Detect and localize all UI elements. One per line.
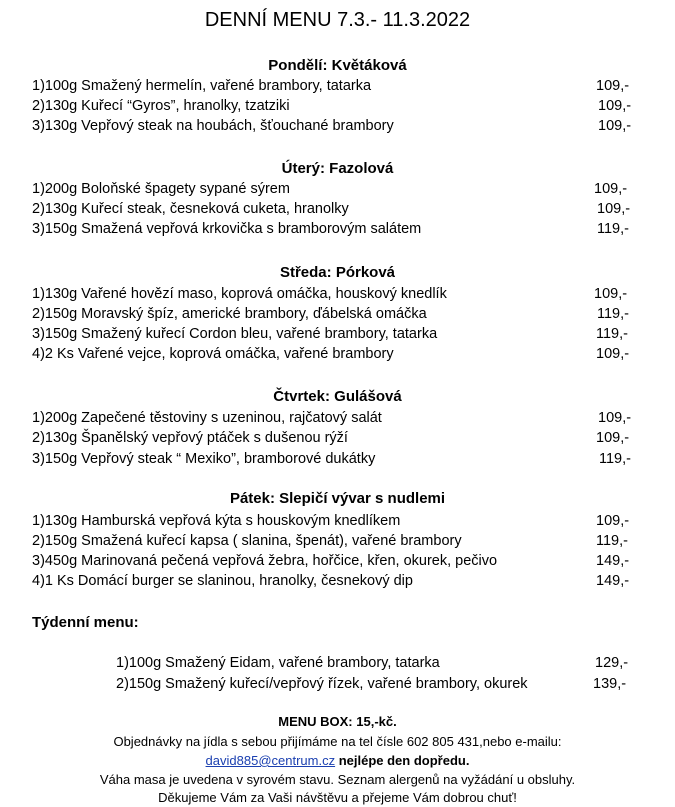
- menu-item-price: 149,-: [596, 553, 630, 569]
- menu-item-text: 3)150g Smažený kuřecí Cordon bleu, vařené brambory, tatarka: [32, 326, 438, 342]
- menu-item: [32, 286, 632, 306]
- menu-item-price: 109,-: [596, 430, 630, 446]
- menu-item: [32, 98, 632, 118]
- menu-item-text: 2)130g Kuřecí steak, česneková cuketa, hranolky: [32, 201, 349, 217]
- menu-box-note: MENU BOX: 15,-kč.: [278, 714, 397, 729]
- day-heading-thursday: Čtvrtek: Gulášová: [273, 388, 402, 405]
- menu-item: [32, 326, 632, 346]
- menu-item: [32, 451, 632, 471]
- allergens-note: Váha masa je uvedena v syrovém stavu. Seznam alergenů na vyžádání u obsluhy.: [99, 772, 576, 787]
- email-link[interactable]: david885@centrum.cz: [205, 753, 336, 768]
- menu-item: [32, 573, 632, 593]
- menu-item-price: 119,-: [597, 221, 629, 237]
- menu-item-text: 2)150g Smažený kuřecí/vepřový řízek, vařené brambory, okurek: [116, 676, 528, 692]
- menu-item-text: 3)150g Smažená vepřová krkovička s bramborovým salátem: [32, 221, 422, 237]
- menu-item-price: 119,-: [597, 306, 629, 322]
- menu-item-text: 2)130g Kuřecí “Gyros”, hranolky, tzatziki: [32, 98, 290, 114]
- menu-item-price: 119,-: [596, 533, 628, 549]
- menu-item-price: 119,-: [596, 326, 628, 342]
- day-heading-tuesday: Úterý: Fazolová: [281, 160, 394, 177]
- day-heading-wednesday: Středa: Pórková: [279, 264, 396, 281]
- menu-item: [32, 553, 632, 573]
- menu-item-price: 109,-: [598, 410, 632, 426]
- weekly-menu-item: [116, 676, 636, 696]
- menu-item: [32, 201, 632, 221]
- day-heading-friday: Pátek: Slepičí vývar s nudlemi: [229, 490, 446, 507]
- menu-item-text: 2)150g Smažená kuřecí kapsa ( slanina, špenát), vařené brambory: [32, 533, 462, 549]
- menu-title: DENNÍ MENU 7.3.- 11.3.2022: [204, 9, 471, 31]
- menu-item-price: 109,-: [594, 286, 628, 302]
- menu-item: [32, 533, 632, 553]
- weekly-menu-heading: Týdenní menu:: [32, 614, 139, 631]
- menu-item-price: 149,-: [596, 573, 630, 589]
- menu-item: [32, 513, 632, 533]
- menu-item-text: 1)130g Hamburská vepřová kýta s houskovým knedlíkem: [32, 513, 401, 529]
- menu-item-price: 109,-: [598, 98, 632, 114]
- menu-item-text: 4)1 Ks Domácí burger se slaninou, hranolky, česnekový dip: [32, 573, 413, 589]
- day-heading-monday: Pondělí: Květáková: [268, 57, 407, 74]
- orders-note: Objednávky na jídla s sebou přijímáme na tel čísle 602 805 431,nebo e-mailu:: [113, 734, 562, 749]
- menu-item-text: 1)100g Smažený hermelín, vařené brambory, tatarka: [32, 78, 372, 94]
- menu-item-text: 2)130g Španělský vepřový ptáček s dušenou rýží: [32, 430, 348, 446]
- menu-item-price: 119,-: [599, 451, 631, 467]
- menu-item-text: 1)130g Vařené hovězí maso, koprová omáčka, houskový knedlík: [32, 286, 447, 302]
- menu-item-price: 109,-: [596, 346, 630, 362]
- menu-item-text: 2)150g Moravský špíz, americké brambory, ďábelská omáčka: [32, 306, 427, 322]
- menu-item: [32, 181, 632, 201]
- menu-item: [32, 78, 632, 98]
- menu-item: [32, 430, 632, 450]
- menu-item: [32, 118, 632, 138]
- menu-item-price: 139,-: [593, 676, 627, 692]
- menu-item: [32, 410, 632, 430]
- menu-item-price: 109,-: [596, 78, 630, 94]
- order-timing-note: nejlépe den dopředu.: [335, 753, 470, 768]
- thanks-note: Děkujeme Vám za Vaši návštěvu a přejeme Vám dobrou chuť!: [158, 790, 517, 805]
- email-line: [0, 753, 675, 768]
- menu-item-text: 1)100g Smažený Eidam, vařené brambory, tatarka: [116, 655, 440, 671]
- menu-item-price: 129,-: [595, 655, 629, 671]
- menu-item-text: 4)2 Ks Vařené vejce, koprová omáčka, vařené brambory: [32, 346, 394, 362]
- menu-item-text: 3)450g Marinovaná pečená vepřová žebra, hořčice, křen, okurek, pečivo: [32, 553, 498, 569]
- menu-item-price: 109,-: [596, 513, 630, 529]
- menu-item-text: 1)200g Boloňské špagety sypané sýrem: [32, 181, 290, 197]
- weekly-menu-item: [116, 655, 636, 675]
- menu-item-price: 109,-: [598, 118, 632, 134]
- menu-item-price: 109,-: [597, 201, 631, 217]
- menu-item: [32, 221, 632, 241]
- menu-item-text: 3)130g Vepřový steak na houbách, šťouchané brambory: [32, 118, 394, 134]
- menu-item-text: 1)200g Zapečené těstoviny s uzeninou, rajčatový salát: [32, 410, 382, 426]
- menu-item-price: 109,-: [594, 181, 628, 197]
- menu-item: [32, 346, 632, 366]
- menu-item: [32, 306, 632, 326]
- menu-item-text: 3)150g Vepřový steak “ Mexiko”, bramborové dukátky: [32, 451, 376, 467]
